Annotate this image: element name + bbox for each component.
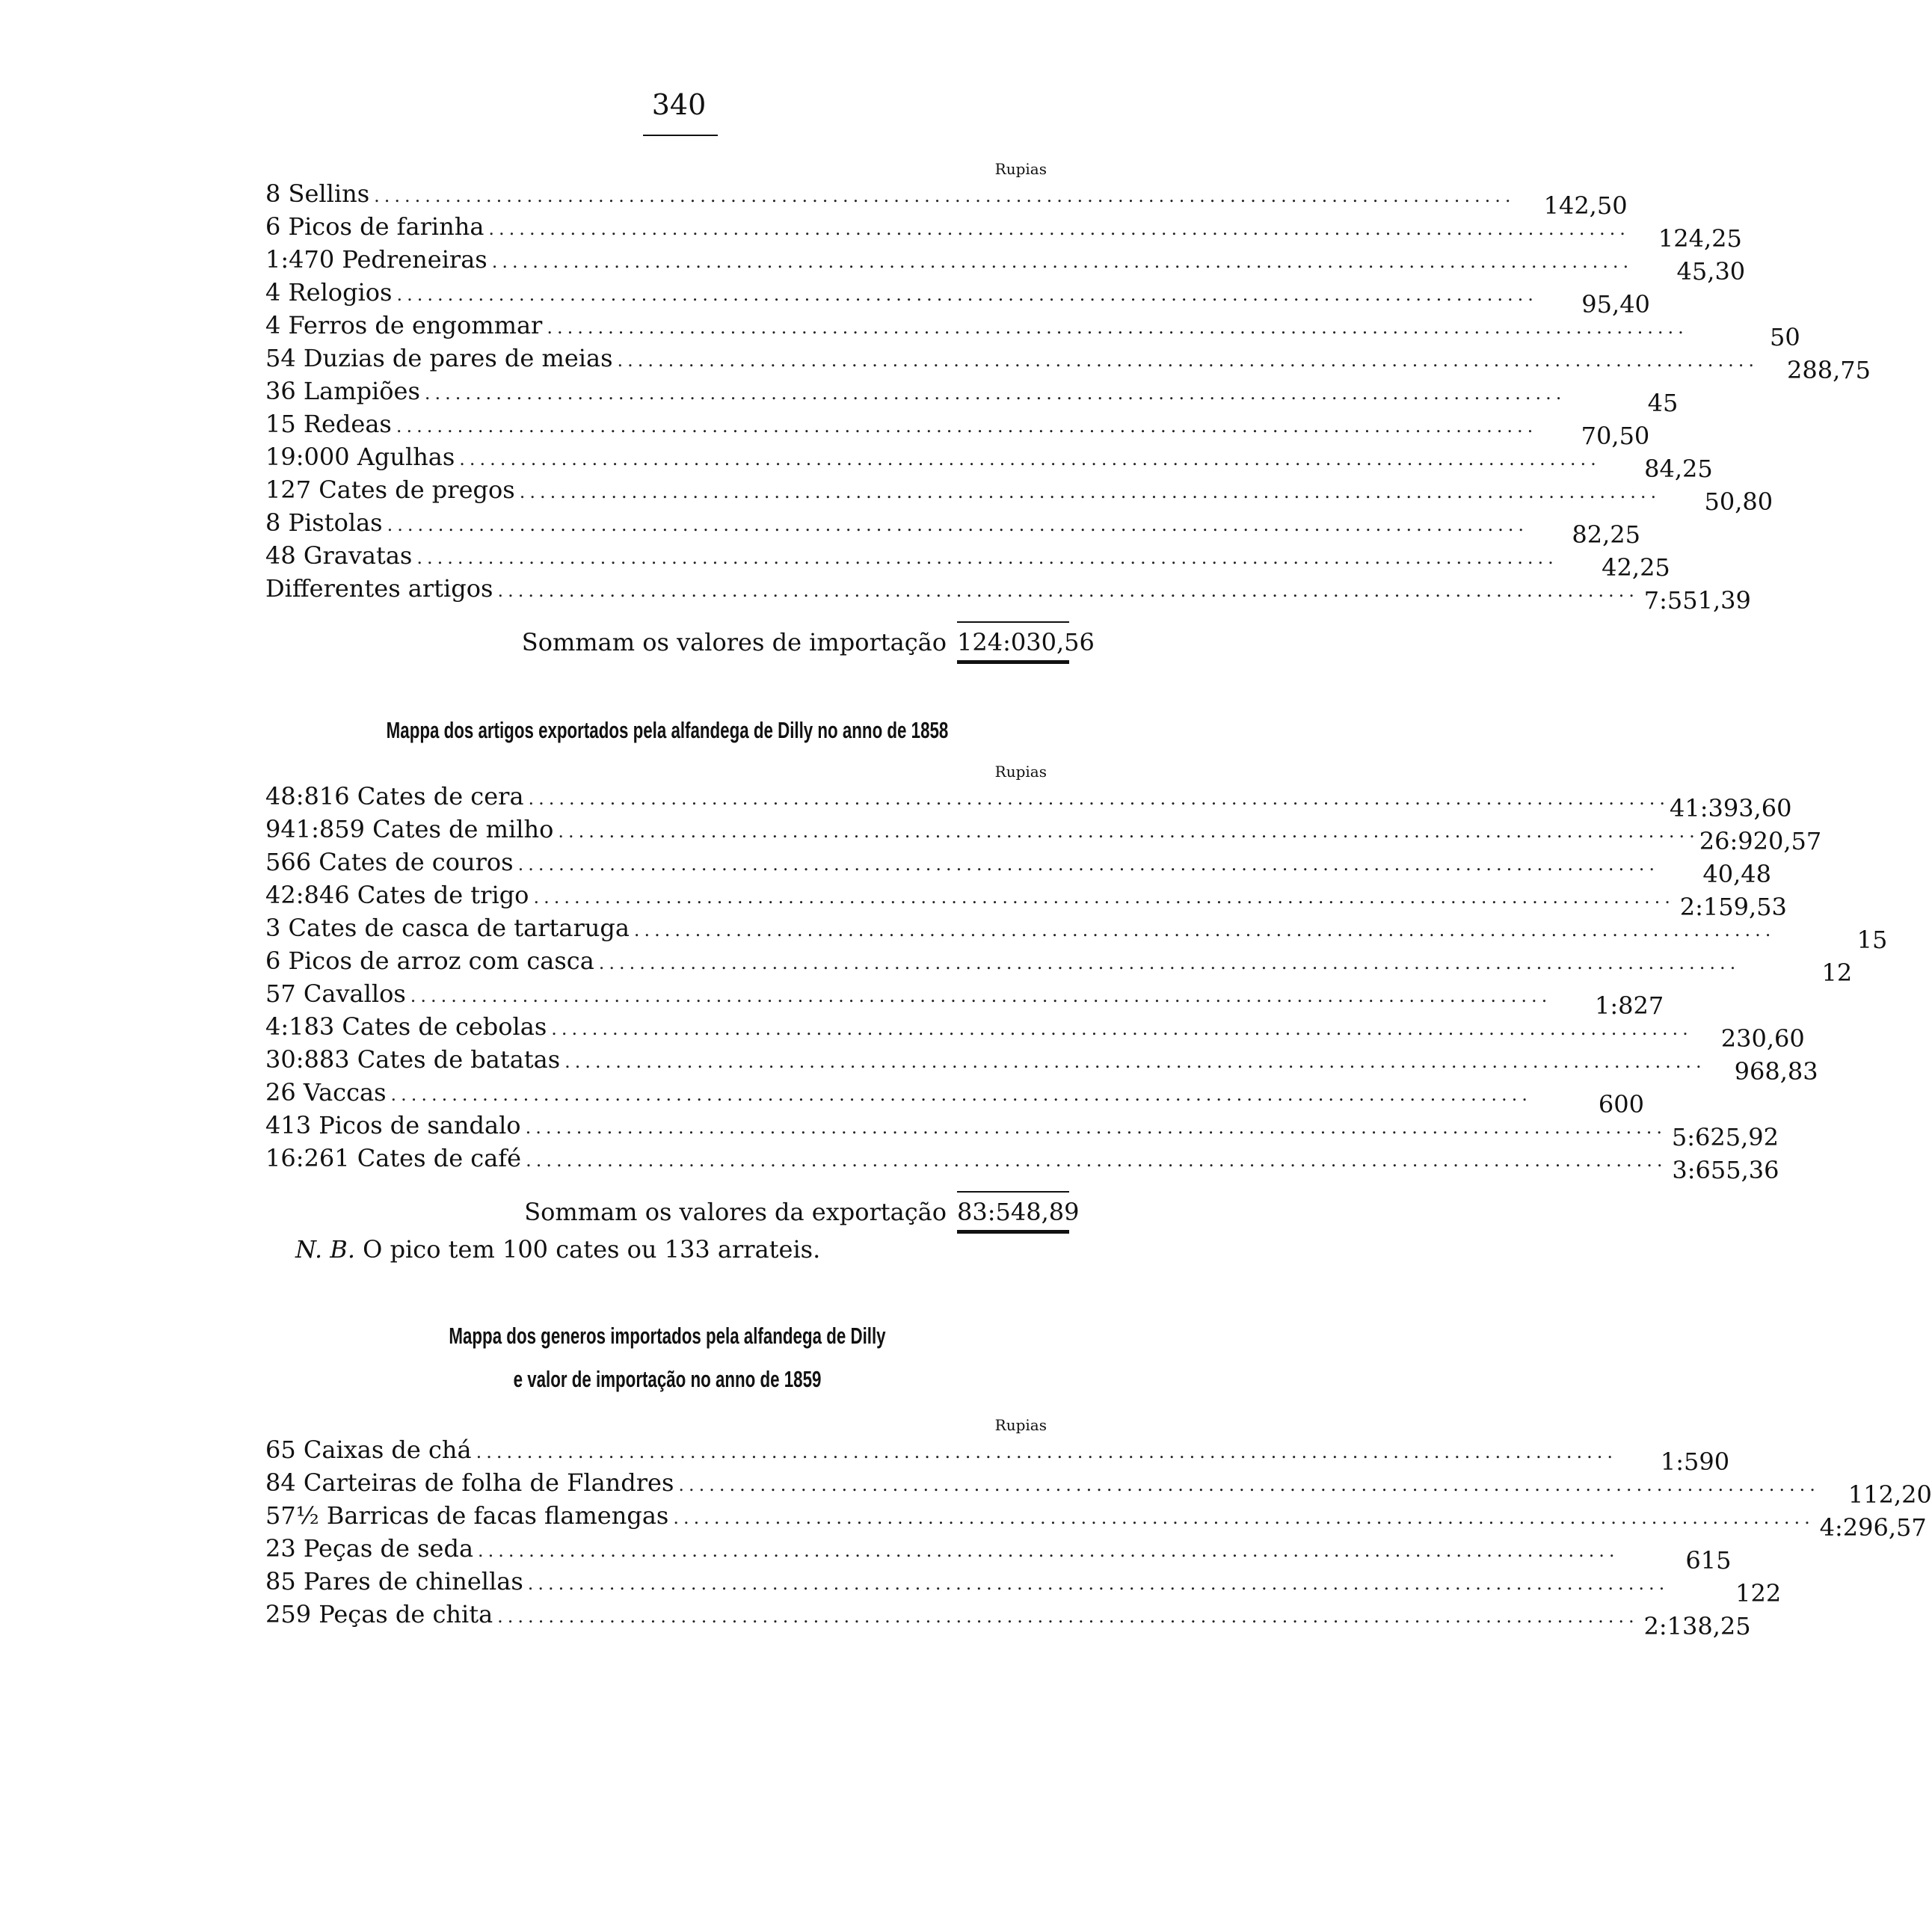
list-item bbox=[265, 276, 1650, 319]
list-item bbox=[265, 342, 1871, 384]
item-value: 45 bbox=[1647, 389, 1679, 417]
leader-dots: ................................................................................................................ bbox=[390, 1084, 1532, 1105]
item-value: 15 bbox=[1856, 926, 1888, 954]
item-description: 36 Lampiões bbox=[265, 377, 420, 405]
list-item bbox=[265, 1598, 1751, 1640]
item-description: 413 Picos de sandalo bbox=[265, 1111, 521, 1139]
list-item bbox=[265, 440, 1713, 483]
item-description: 941:859 Cates de milho bbox=[265, 815, 554, 843]
item-value: 615 bbox=[1685, 1546, 1732, 1575]
list-item bbox=[265, 977, 1664, 1020]
item-description: 15 Redeas bbox=[265, 410, 392, 438]
list-item bbox=[265, 780, 1792, 822]
list-item bbox=[265, 846, 1772, 888]
item-description: 26 Vaccas bbox=[265, 1078, 387, 1107]
leader-dots: ................................................................................................................ bbox=[678, 1474, 1820, 1495]
item-description: 57 Cavallos bbox=[265, 979, 406, 1008]
item-value: 124,25 bbox=[1658, 224, 1742, 253]
leader-dots: ................................................................................................................ bbox=[564, 1051, 1706, 1072]
item-description: 19:000 Agulhas bbox=[265, 443, 455, 471]
item-description: 85 Pares de chinellas bbox=[265, 1567, 523, 1596]
page-number-rule bbox=[643, 135, 718, 136]
leader-dots: ................................................................................................................ bbox=[633, 920, 1776, 941]
item-description: 65 Caixas de chá bbox=[265, 1436, 472, 1464]
item-description: 16:261 Cates de café bbox=[265, 1144, 522, 1172]
item-value: 50,80 bbox=[1704, 487, 1773, 516]
list-item bbox=[265, 1433, 1730, 1476]
currency-label: Rupias bbox=[994, 160, 1047, 178]
item-description: 6 Picos de arroz com casca bbox=[265, 947, 594, 975]
item-value: 41:393,60 bbox=[1669, 794, 1792, 822]
section-title: Mappa dos artigos exportados pela alfandega de Dilly no anno de 1858 bbox=[386, 717, 949, 743]
item-description: 1:470 Pedreneiras bbox=[265, 245, 487, 274]
list-item bbox=[265, 177, 1628, 220]
item-description: 48 Gravatas bbox=[265, 541, 413, 570]
leader-dots: ................................................................................................................ bbox=[598, 953, 1741, 973]
section-subtitle: e valor de importação no anno de 1859 bbox=[513, 1366, 822, 1392]
item-value: 142,50 bbox=[1543, 191, 1628, 220]
item-description: 3 Cates de casca de tartaruga bbox=[265, 914, 630, 942]
currency-label: Rupias bbox=[994, 1416, 1047, 1434]
list-item bbox=[265, 375, 1679, 417]
leader-dots: ................................................................................................................ bbox=[497, 580, 1639, 601]
item-value: 600 bbox=[1598, 1090, 1644, 1119]
list-item bbox=[265, 813, 1822, 855]
total-label: Sommam os valores de importação bbox=[521, 628, 947, 656]
item-description: 57½ Barricas de facas flamengas bbox=[265, 1501, 669, 1530]
item-value: 1:590 bbox=[1660, 1447, 1730, 1476]
item-value: 42,25 bbox=[1602, 553, 1670, 582]
leader-dots: ................................................................................................................ bbox=[558, 821, 1699, 842]
list-item bbox=[265, 506, 1641, 549]
leader-dots: ................................................................................................................ bbox=[478, 1540, 1619, 1561]
total-value: 83:548,89 bbox=[957, 1191, 1069, 1234]
list-item bbox=[265, 539, 1670, 582]
item-value: 84,25 bbox=[1644, 455, 1713, 483]
item-value: 26:920,57 bbox=[1699, 827, 1822, 855]
item-description: 54 Duzias de pares de meias bbox=[265, 344, 613, 372]
leader-dots: ................................................................................................................ bbox=[410, 985, 1552, 1006]
export-table-1858 bbox=[265, 714, 1888, 1266]
item-value: 3:655,36 bbox=[1672, 1156, 1779, 1184]
export-rows bbox=[265, 780, 1888, 1184]
leader-dots: ................................................................................................................ bbox=[527, 1573, 1670, 1594]
item-value: 1:827 bbox=[1594, 991, 1664, 1020]
list-item bbox=[265, 243, 1746, 286]
item-value: 122 bbox=[1735, 1579, 1782, 1607]
total-label: Sommam os valores da exportação bbox=[524, 1198, 947, 1226]
list-item bbox=[265, 1466, 1932, 1509]
footnote-text: O pico tem 100 cates ou 133 arrateis. bbox=[363, 1235, 821, 1264]
leader-dots: ................................................................................................................ bbox=[476, 1442, 1618, 1462]
item-description: 4 Ferros de engommar bbox=[265, 311, 543, 339]
list-item bbox=[265, 1076, 1644, 1119]
item-description: 84 Carteiras de folha de Flandres bbox=[265, 1468, 674, 1497]
currency-label: Rupias bbox=[994, 763, 1047, 781]
item-description: 566 Cates de couros bbox=[265, 848, 514, 876]
leader-dots: ................................................................................................................ bbox=[374, 185, 1516, 206]
item-description: 42:846 Cates de trigo bbox=[265, 881, 529, 909]
item-value: 70,50 bbox=[1581, 422, 1650, 450]
leader-dots: ................................................................................................................ bbox=[617, 350, 1759, 371]
item-description: 48:816 Cates de cera bbox=[265, 782, 524, 810]
leader-dots: ................................................................................................................ bbox=[528, 788, 1670, 809]
leader-dots: ................................................................................................................ bbox=[416, 547, 1558, 568]
import-total bbox=[265, 621, 1095, 663]
leader-dots: ................................................................................................................ bbox=[551, 1018, 1693, 1039]
list-item bbox=[265, 1109, 1779, 1151]
list-item bbox=[265, 309, 1800, 351]
leader-dots: ................................................................................................................ bbox=[525, 1117, 1667, 1138]
export-total bbox=[265, 1191, 1080, 1233]
item-value: 968,83 bbox=[1734, 1057, 1818, 1086]
import-rows bbox=[265, 177, 1871, 615]
import-table-1859 bbox=[265, 1320, 1932, 1640]
page-number: 340 bbox=[651, 88, 707, 121]
footnote-prefix: N. B. bbox=[295, 1235, 355, 1264]
item-description: 8 Sellins bbox=[265, 179, 370, 208]
leader-dots: ................................................................................................................ bbox=[533, 887, 1675, 908]
item-value: 50 bbox=[1770, 323, 1800, 351]
list-item bbox=[265, 473, 1773, 516]
item-description: 4:183 Cates de cebolas bbox=[265, 1012, 547, 1041]
list-item bbox=[265, 1565, 1782, 1607]
leader-dots: ................................................................................................................ bbox=[517, 854, 1660, 875]
list-item bbox=[265, 1043, 1818, 1086]
item-description: 6 Picos de farinha bbox=[265, 212, 484, 241]
list-item bbox=[265, 1499, 1927, 1542]
leader-dots: ................................................................................................................ bbox=[673, 1507, 1815, 1528]
item-value: 112,20 bbox=[1848, 1480, 1932, 1509]
leader-dots: ................................................................................................................ bbox=[488, 218, 1630, 239]
leader-dots: ................................................................................................................ bbox=[387, 514, 1529, 535]
list-item bbox=[265, 911, 1888, 954]
section-title: Mappa dos generos importados pela alfandega de Dilly bbox=[449, 1323, 886, 1349]
list-item bbox=[265, 210, 1742, 253]
leader-dots: ................................................................................................................ bbox=[396, 284, 1538, 305]
total-value: 124:030,56 bbox=[957, 621, 1069, 664]
item-description: Differentes artigos bbox=[265, 574, 493, 603]
list-item bbox=[265, 1142, 1779, 1184]
item-value: 5:625,92 bbox=[1671, 1123, 1779, 1151]
item-description: 23 Peças de seda bbox=[265, 1534, 474, 1563]
list-item bbox=[265, 1010, 1805, 1053]
list-item bbox=[265, 407, 1650, 450]
item-description: 127 Cates de pregos bbox=[265, 476, 515, 504]
item-value: 4:296,57 bbox=[1819, 1513, 1927, 1542]
item-value: 2:138,25 bbox=[1643, 1612, 1751, 1640]
item-value: 7:551,39 bbox=[1643, 586, 1751, 615]
item-value: 40,48 bbox=[1702, 860, 1772, 888]
list-item bbox=[265, 944, 1853, 987]
leader-dots: ................................................................................................................ bbox=[526, 1150, 1667, 1171]
leader-dots: ................................................................................................................ bbox=[424, 383, 1566, 404]
leader-dots: ................................................................................................................ bbox=[547, 317, 1688, 338]
item-description: 4 Relogios bbox=[265, 278, 393, 307]
leader-dots: ................................................................................................................ bbox=[519, 482, 1661, 502]
item-description: 30:883 Cates de batatas bbox=[265, 1045, 561, 1074]
item-description: 259 Peças de chita bbox=[265, 1600, 493, 1628]
item-value: 95,40 bbox=[1581, 290, 1650, 319]
item-value: 230,60 bbox=[1720, 1024, 1805, 1053]
list-item bbox=[265, 572, 1751, 615]
item-description: 8 Pistolas bbox=[265, 508, 383, 537]
item-value: 12 bbox=[1821, 959, 1853, 987]
leader-dots: ................................................................................................................ bbox=[396, 416, 1538, 437]
leader-dots: ................................................................................................................ bbox=[459, 449, 1601, 470]
import-list-continued bbox=[265, 160, 1871, 663]
leader-dots: ................................................................................................................ bbox=[491, 251, 1634, 272]
list-item bbox=[265, 1532, 1732, 1575]
list-item bbox=[265, 879, 1787, 921]
item-value: 45,30 bbox=[1676, 257, 1746, 286]
footnote bbox=[265, 1233, 1069, 1266]
leader-dots: ................................................................................................................ bbox=[497, 1606, 1639, 1627]
item-value: 2:159,53 bbox=[1679, 893, 1787, 921]
import-rows-1859 bbox=[265, 1433, 1932, 1640]
item-value: 288,75 bbox=[1786, 356, 1871, 384]
item-value: 82,25 bbox=[1572, 520, 1641, 549]
